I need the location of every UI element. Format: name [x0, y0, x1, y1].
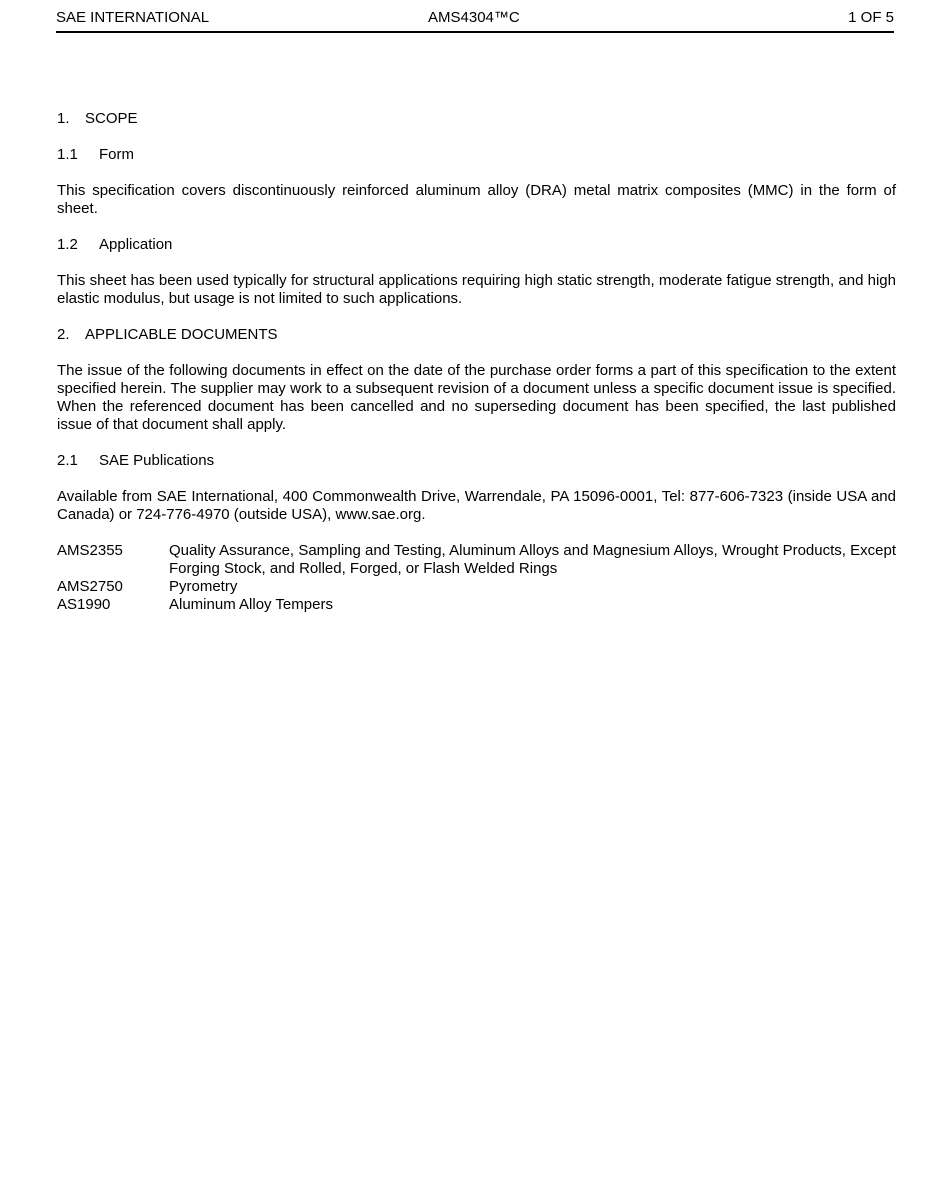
- section-title: SAE Publications: [99, 452, 215, 469]
- section-title: Form: [99, 146, 134, 163]
- page-header: [56, 9, 894, 33]
- section-heading-scope: [57, 110, 896, 128]
- section-heading-application: [57, 236, 896, 254]
- paragraph-application: This sheet has been used typically for structural applications requiring high static strength, moderate fatigue strength, and high elastic modulus, but usage is not limited to such applications.: [57, 272, 896, 307]
- section-number: 2.: [57, 326, 70, 343]
- reference-row: [57, 596, 896, 614]
- reference-title: Quality Assurance, Sampling and Testing, Aluminum Alloys and Magnesium Alloys, Wrought Products, Except Forging Stock, and Rolled, Forged, or Flash Welded Rings: [169, 542, 896, 577]
- section-heading-applicable-documents: [57, 326, 896, 344]
- reference-code: AMS2355: [57, 542, 123, 559]
- reference-title: Pyrometry: [169, 578, 238, 595]
- reference-title: Aluminum Alloy Tempers: [169, 596, 333, 613]
- section-number: 1.1: [57, 146, 78, 163]
- section-heading-form: [57, 146, 896, 164]
- paragraph-form: This specification covers discontinuously reinforced aluminum alloy (DRA) metal matrix composites (MMC) in the form of sheet.: [57, 182, 896, 217]
- paragraph-applicable-documents: The issue of the following documents in effect on the date of the purchase order forms a part of this specification to the extent specified herein. The supplier may work to a subsequent revision of a document unless a specific document issue is specified. When the referenced document has been cancelled and no superseding document has been specified, the last published issue of that document shall apply.: [57, 362, 896, 433]
- section-heading-sae-publications: [57, 452, 896, 470]
- reference-list: [57, 542, 896, 614]
- section-title: SCOPE: [85, 110, 138, 127]
- reference-row: [57, 542, 896, 578]
- document-body: [57, 110, 896, 614]
- header-document-number: AMS4304™C: [428, 9, 520, 26]
- header-page-number: 1 OF 5: [848, 9, 894, 26]
- reference-code: AMS2750: [57, 578, 123, 595]
- section-number: 1.: [57, 110, 70, 127]
- section-title: APPLICABLE DOCUMENTS: [85, 326, 278, 343]
- section-title: Application: [99, 236, 173, 253]
- header-organization: SAE INTERNATIONAL: [56, 9, 210, 26]
- section-number: 2.1: [57, 452, 78, 469]
- section-number: 1.2: [57, 236, 78, 253]
- reference-row: [57, 578, 896, 596]
- reference-code: AS1990: [57, 596, 111, 613]
- paragraph-sae-publications: Available from SAE International, 400 Commonwealth Drive, Warrendale, PA 15096-0001, Tel: 877-606-7323 (inside USA and Canada) or 724-776-4970 (outside USA), www.sae.org.: [57, 488, 896, 523]
